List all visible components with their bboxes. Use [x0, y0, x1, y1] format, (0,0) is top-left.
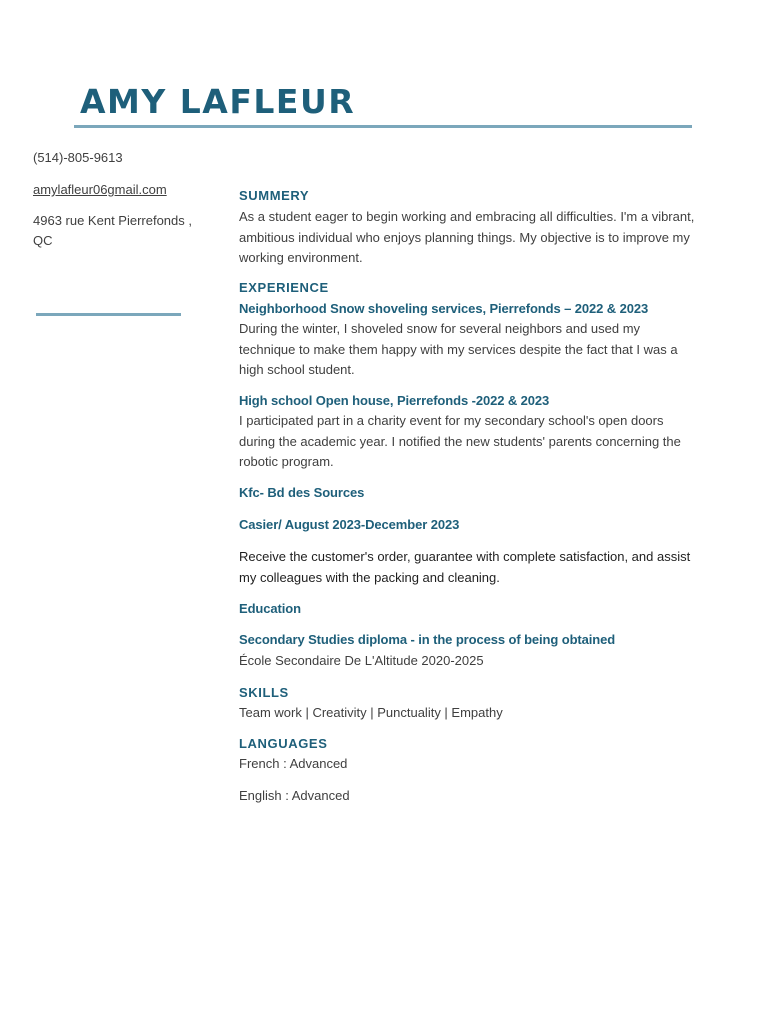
experience-text: During the winter, I shoveled snow for several neighbors and used my technique to make them happy with my services despite the fact that I was a high school student. [239, 321, 678, 377]
header-divider [74, 125, 692, 128]
experience-text: Receive the customer's order, guarantee with complete satisfaction, and assist my colleagues with the packing and cleaning. [239, 549, 691, 585]
experience-title: Kfc- Bd des Sources [239, 485, 365, 500]
language-item: English : Advanced [239, 788, 350, 803]
language-item: French : Advanced [239, 756, 348, 771]
skills-heading: SKILLS [239, 685, 289, 700]
experience-title: Neighborhood Snow shoveling services, Pierrefonds – 2022 & 2023 [239, 301, 649, 316]
contact-address: 4963 rue Kent Pierrefonds , QC [33, 213, 192, 248]
experience-subtitle: Casier/ August 2023-December 2023 [239, 517, 460, 532]
summary-text: As a student eager to begin working and embracing all difficulties. I'm a vibrant, ambitious individual who enjoys planning things. My objective is to improve my working environment. [239, 209, 695, 265]
education-school: École Secondaire De L'Altitude 2020-2025 [239, 653, 484, 668]
skills-text: Team work | Creativity | Punctuality | Empathy [239, 705, 503, 720]
sidebar-divider [36, 313, 181, 316]
experience-title: High school Open house, Pierrefonds -2022 & 2023 [239, 393, 550, 408]
resume-name: AMY LAFLEUR [80, 82, 356, 121]
education-title: Secondary Studies diploma - in the process of being obtained [239, 632, 616, 647]
experience-text: I participated part in a charity event for my secondary school's open doors during the academic year. I notified the new students' parents concerning the robotic program. [239, 413, 681, 469]
summary-heading: SUMMERY [239, 188, 310, 203]
languages-heading: LANGUAGES [239, 736, 328, 751]
experience-heading: EXPERIENCE [239, 280, 329, 295]
contact-email[interactable]: amylafleur06gmail.com [33, 182, 167, 197]
education-heading: Education [239, 601, 301, 616]
contact-phone: (514)-805-9613 [33, 150, 123, 165]
